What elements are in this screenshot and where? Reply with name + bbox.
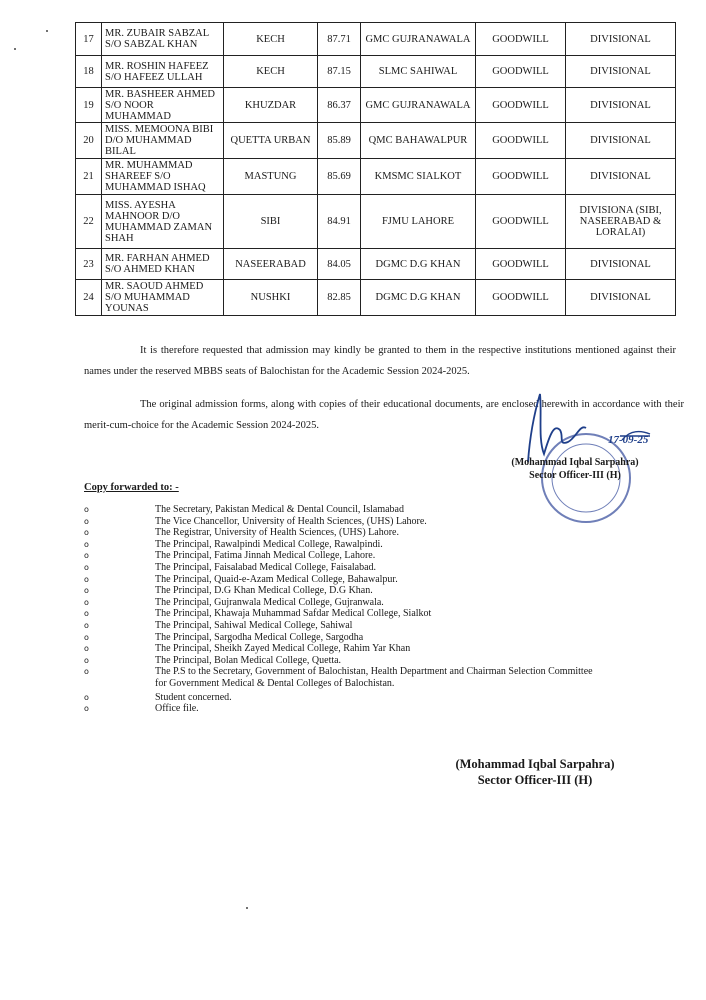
district-cell: SIBI [224,195,318,249]
table-row [76,280,676,316]
list-item-text: The P.S to the Secretary, Government of Balochistan, Health Department and Chairman Selection Committee for Government Medical & Dental Colleges of Balochistan. [155,666,593,689]
list-item [84,620,604,632]
quota-cell: DIVISIONAL [566,56,676,88]
list-item-text: Office file. [155,703,199,715]
list-item-text: The Registrar, University of Health Sciences, (UHS) Lahore. [155,527,399,539]
bullet-icon: o [84,632,89,642]
institution-cell: GMC GUJRANAWALA [361,88,476,123]
category-cell: GOODWILL [476,56,566,88]
list-item-text: The Secretary, Pakistan Medical & Dental Council, Islamabad [155,504,404,515]
quota-cell: DIVISIONAL [566,159,676,195]
quota-cell: DIVISIONAL [566,249,676,280]
district-cell: MASTUNG [224,159,318,195]
list-item [84,632,604,644]
bullet-icon: o [84,516,89,526]
list-item-text: The Principal, Bolan Medical College, Quetta. [155,654,342,666]
category-cell: GOODWILL [476,195,566,249]
signature-date: 17-09-25 [608,434,649,446]
list-item-text: The Principal, Quaid-e-Azam Medical College, Bahawalpur. [155,573,398,585]
list-item [84,516,604,528]
scan-speck [14,48,16,50]
category-cell: GOODWILL [476,249,566,280]
list-item-text: The Principal, Rawalpindi Medical College, Rawalpindi. [155,538,383,550]
bullet-icon: o [84,539,89,549]
bullet-icon: o [84,597,89,607]
merit-score-cell: 85.69 [318,159,361,195]
list-item [84,574,604,586]
list-item [84,585,604,597]
district-cell: NUSHKI [224,280,318,316]
student-name-cell: MR. SAOUD AHMED S/O MUHAMMAD YOUNAS [102,280,224,316]
bullet-icon: o [84,528,89,538]
bullet-icon: o [84,667,89,677]
signature-title: Sector Officer-III (H) [529,470,621,481]
list-item-text: The Principal, Sheikh Zayed Medical College, Rahim Yar Khan [155,643,411,655]
list-item [84,504,604,516]
quota-cell: DIVISIONAL [566,280,676,316]
bullet-icon: o [84,562,89,572]
merit-score-cell: 82.85 [318,280,361,316]
list-item-text: The Principal, Gujranwala Medical College, Gujranwala. [155,596,384,608]
quota-cell: DIVISIONA (SIBI, NASEERABAD & LORALAI) [566,195,676,249]
merit-score-cell: 84.05 [318,249,361,280]
list-item-text: Student concerned. [155,691,232,703]
institution-cell: QMC BAHAWALPUR [361,123,476,159]
table-row [76,88,676,123]
closing-title: Sector Officer-III (H) [477,773,593,787]
scan-speck [46,30,48,32]
request-paragraph-text: It is therefore requested that admission may kindly be granted to them in the respective institutions mentioned against their names under the reserved MBBS seats of Balochistan for the Academic Session 2024-2025. [84,345,676,377]
table-row [76,195,676,249]
serial-number-cell: 17 [76,23,102,56]
district-cell: KECH [224,23,318,56]
serial-number-cell: 22 [76,195,102,249]
table-row [76,56,676,88]
enclosure-paragraph-text: The original admission forms, along with copies of their educational documents, are enclosed herewith in accordance with their merit-cum-choice for the Academic Session 2024-2025. [84,399,684,431]
list-item [84,608,604,620]
bullet-icon: o [84,620,89,630]
table-row [76,159,676,195]
bullet-icon: o [84,644,89,654]
list-item-text: The Principal, Faisalabad Medical College, Faisalabad. [155,561,377,573]
category-cell: GOODWILL [476,123,566,159]
quota-cell: DIVISIONAL [566,88,676,123]
list-item [84,550,604,562]
student-name-cell: MR. FARHAN AHMED S/O AHMED KHAN [102,249,224,280]
list-item [84,692,604,704]
category-cell: GOODWILL [476,88,566,123]
bullet-icon: o [84,586,89,596]
merit-score-cell: 84.91 [318,195,361,249]
closing-signature [440,756,630,788]
bullet-icon: o [84,574,89,584]
bullet-icon: o [84,609,89,619]
category-cell: GOODWILL [476,159,566,195]
merit-score-cell: 85.89 [318,123,361,159]
district-cell: KHUZDAR [224,88,318,123]
signature-name: (Mohammad Iqbal Sarpahra) [511,457,639,468]
copy-forwarded-heading: Copy forwarded to: - [84,482,179,493]
merit-score-cell: 86.37 [318,88,361,123]
request-paragraph [84,340,676,382]
list-item-text: The Principal, Fatima Jinnah Medical College, Lahore. [155,550,376,562]
serial-number-cell: 21 [76,159,102,195]
list-item [84,703,604,715]
district-cell: KECH [224,56,318,88]
student-name-cell: MR. ZUBAIR SABZAL S/O SABZAL KHAN [102,23,224,56]
list-item [84,655,604,667]
list-item-text: The Principal, D.G Khan Medical College, D.G Khan. [155,585,373,597]
student-name-cell: MR. BASHEER AHMED S/O NOOR MUHAMMAD [102,88,224,123]
quota-cell: DIVISIONAL [566,123,676,159]
merit-list-table [75,22,676,316]
table-row [76,249,676,280]
bullet-icon: o [84,655,89,665]
bullet-icon: o [84,551,89,561]
institution-cell: FJMU LAHORE [361,195,476,249]
list-item [84,597,604,609]
serial-number-cell: 24 [76,280,102,316]
institution-cell: DGMC D.G KHAN [361,280,476,316]
merit-list-body [76,23,676,316]
quota-cell: DIVISIONAL [566,23,676,56]
serial-number-cell: 19 [76,88,102,123]
list-item [84,666,604,689]
institution-cell: GMC GUJRANAWALA [361,23,476,56]
category-cell: GOODWILL [476,23,566,56]
student-name-cell: MISS. MEMOONA BIBI D/O MUHAMMAD BILAL [102,123,224,159]
district-cell: QUETTA URBAN [224,123,318,159]
list-item-text: The Principal, Khawaja Muhammad Safdar Medical College, Sialkot [155,608,432,620]
list-item [84,562,604,574]
bullet-icon: o [84,704,89,714]
student-name-cell: MISS. AYESHA MAHNOOR D/O MUHAMMAD ZAMAN SHAH [102,195,224,249]
copy-forwarded-list [84,504,604,715]
serial-number-cell: 18 [76,56,102,88]
bullet-icon: o [84,692,89,702]
serial-number-cell: 23 [76,249,102,280]
list-item [84,643,604,655]
scan-speck [246,907,248,909]
serial-number-cell: 20 [76,123,102,159]
merit-score-cell: 87.15 [318,56,361,88]
table-row [76,23,676,56]
institution-cell: KMSMC SIALKOT [361,159,476,195]
closing-name: (Mohammad Iqbal Sarpahra) [455,757,615,771]
bullet-icon: o [84,505,89,514]
student-name-cell: MR. MUHAMMAD SHAREEF S/O MUHAMMAD ISHAQ [102,159,224,195]
table-row [76,123,676,159]
signature-block [500,434,650,482]
list-item-text: The Principal, Sahiwal Medical College, Sahiwal [155,619,353,631]
list-item-text: The Vice Chancellor, University of Health Sciences, (UHS) Lahore. [155,515,427,527]
institution-cell: DGMC D.G KHAN [361,249,476,280]
institution-cell: SLMC SAHIWAL [361,56,476,88]
list-item [84,539,604,551]
category-cell: GOODWILL [476,280,566,316]
district-cell: NASEERABAD [224,249,318,280]
list-item-text: The Principal, Sargodha Medical College, Sargodha [155,631,364,643]
merit-score-cell: 87.71 [318,23,361,56]
list-item [84,527,604,539]
student-name-cell: MR. ROSHIN HAFEEZ S/O HAFEEZ ULLAH [102,56,224,88]
